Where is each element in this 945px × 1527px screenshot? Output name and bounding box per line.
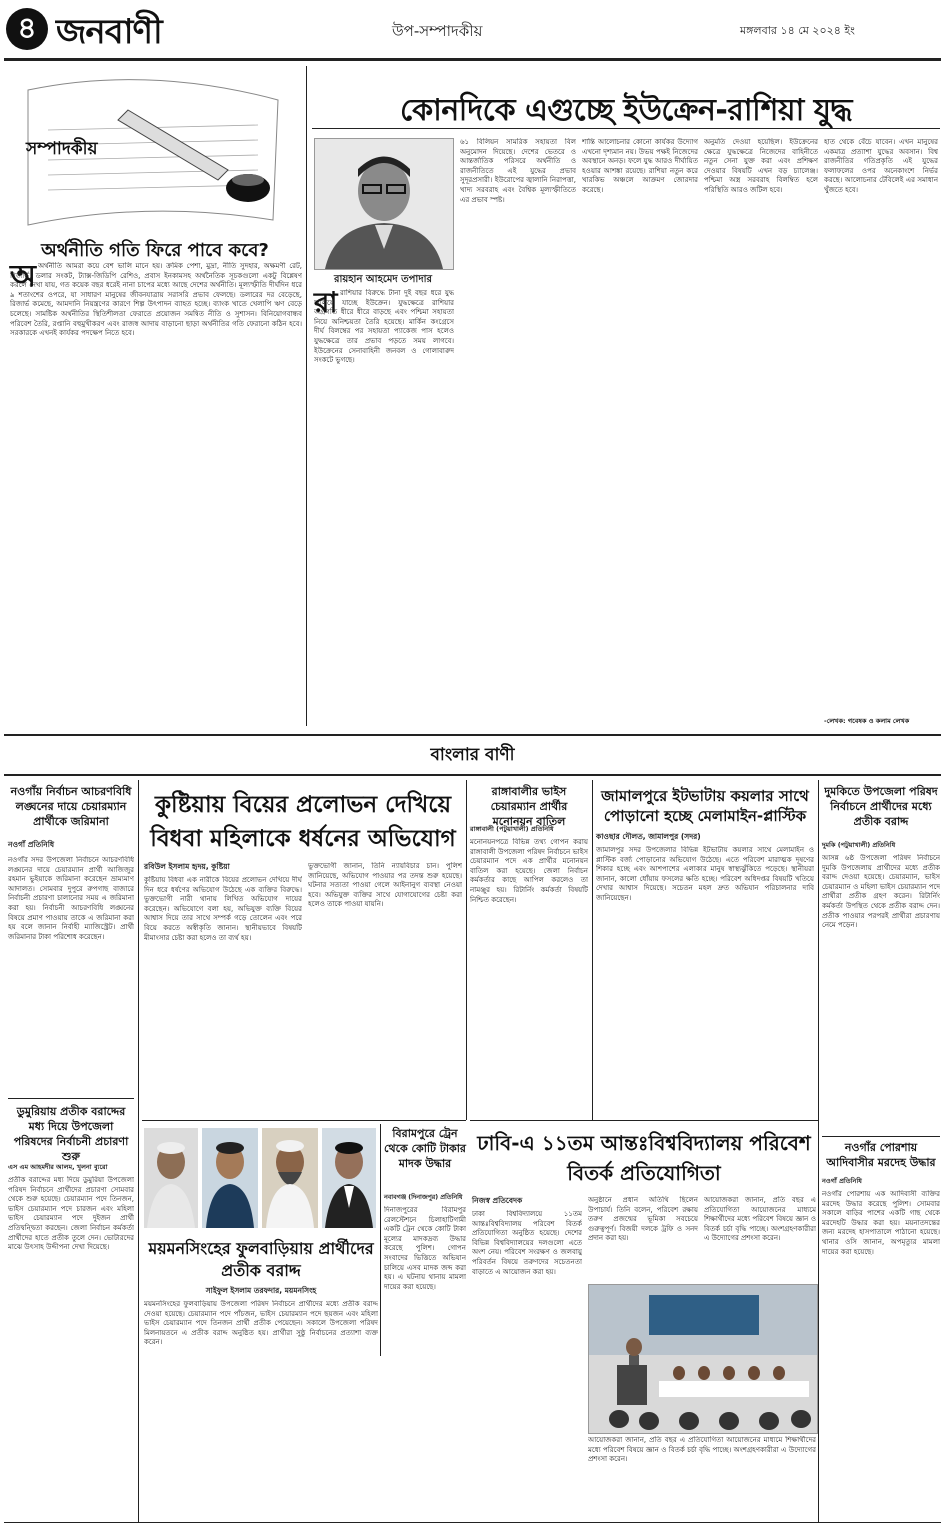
porsha-byline: নওগাঁ প্রতিনিধি: [822, 1177, 862, 1185]
dhabi-byline: নিজস্ব প্রতিবেদক: [472, 1196, 523, 1205]
naogaon-rule: [8, 1098, 134, 1099]
jamalpur-byline: কাওছার দৌলত, জামালপুর (সদর): [596, 832, 701, 841]
porsha-headline: নওগাঁর পোরশায় আদিবাসীর মরদেহ উদ্ধার: [826, 1141, 936, 1169]
dumki-rule: [822, 1136, 940, 1137]
page-number: ৪: [6, 8, 48, 50]
editorial-headline: অর্থনীতি গতি ফিরে পাবে কবে?: [41, 240, 269, 261]
banglar-bani-title: বাংলার বাণী: [430, 745, 515, 765]
col-divider-1: [138, 780, 139, 1522]
editorial-body: অর্থনীতি আমরা কয়ে বেশ ভালি মানে হয়। ক্রমিক পেশা, মুদ্রা, নীতি সুদহার, অক্ষমণী রেট, রিজার্ভ, ডলার সংকট, ট্যাক্স-জিডিপি রেশিও, প্রবাস ইনকামসহ অর্থনৈতিক সূচকগুলো একটু বিশ্লেষণ করলে দেখা যায়, গত কয়েক বছর ধরেই নানা চাপের মধ্যে আছে দেশের অর্থনীতি। মূল্যস্ফীতি দীর্ঘদিন ধরে ৯ শতাংশের ওপরে, যা সাধারণ মানুষের জীবনযাত্রায় সরাসরি প্রভাব ফেলছে। ডলারের দর বেড়েছে, রিজার্ভ কমেছে, আমদানি নিয়ন্ত্রণের কারণে শিল্প উৎপাদন ব্যাহত হচ্ছে। ব্যাংক খাতে খেলাপি ঋণ বেড়ে চলেছে। সামষ্টিক অর্থনীতির স্থিতিশীলতা ফেরাতে প্রয়োজন সমন্বিত নীতি ও সুশাসন। বিনিয়োগবান্ধব পরিবেশ তৈরি, রপ্তানি বহুমুখীকরণ এবং রাজস্ব আদায় বাড়ানো ছাড়া অর্থনীতির গতি ফেরানো কঠিন হবে। সরকারকে এখনই কার্যকর পদক্ষেপ নিতে হবে।: [10, 262, 302, 338]
masthead-rule: [4, 58, 941, 61]
dhabi-body-1: ঢাকা বিশ্ববিদ্যালয়ে ১১তম আন্তঃবিশ্ববিদ্যালয় পরিবেশ বিতর্ক প্রতিযোগিতা অনুষ্ঠিত হয়েছে। দেশের বিভিন্ন বিশ্ববিদ্যালয়ের দলগুলো এতে অংশ নেয়। পরিবেশ সংরক্ষণ ও জলবায়ু পরিবর্তন বিষয়ে তরুণদের সচেতনতা বাড়াতে এ আয়োজন করা হয়।: [472, 1210, 582, 1276]
editorial-badge: সম্পাদকীয়: [26, 139, 98, 159]
column-body-5: হাত থেকে বেঁচে যাবেন। এখন মানুষের একমাত্র প্রত্যাশা যুদ্ধের অবসান। বিশ্ব রাজনীতির গতিপ্রকৃতি এই যুদ্ধের ফলাফলের ওপর অনেকাংশে নির্ভর করছে। আলোচনার টেবিলেই এর সমাধান খুঁজতে হবে।: [824, 138, 938, 194]
mymensingh-headline: ময়মনসিংহের ফুলবাড়িয়ায় প্রার্থীদের প্রতীক বরাদ্দ: [148, 1239, 374, 1280]
kushtia-body-2: ভুক্তভোগী জানান, তিনি ন্যায়বিচার চান। পুলিশ জানিয়েছে, অভিযোগ পাওয়ার পর তদন্ত শুরু হয়েছে। ঘটনার সত্যতা পাওয়া গেলে আইনানুগ ব্যবস্থা নেওয়া হবে। অভিযুক্ত ব্যক্তির সাথে যোগাযোগের চেষ্টা করা হলেও তাকে পাওয়া যায়নি।: [308, 862, 462, 909]
dumki-byline: দুমকি (পটুয়াখালী) প্রতিনিধি: [822, 841, 896, 849]
dumki-body: আসন্ন ৬ষ্ঠ উপজেলা পরিষদ নির্বাচনে দুমকি উপজেলায় প্রার্থীদের মধ্যে প্রতীক বরাদ্দ দেওয়া হয়েছে। চেয়ারম্যান, ভাইস চেয়ারম্যান ও মহিলা ভাইস চেয়ারম্যান পদে প্রার্থীরা প্রতীক গ্রহণ করেন। রিটার্নিং কর্মকর্তা উপস্থিত থেকে প্রতীক বরাদ্দ দেন। প্রতীক পাওয়ার পরপরই প্রার্থীরা প্রচারণায় নেমে পড়েন।: [822, 854, 940, 930]
author-photo: [314, 138, 454, 270]
mymensingh-body: ময়মনসিংহের ফুলবাড়িয়ায় উপজেলা পরিষদ নির্বাচনে প্রার্থীদের মধ্যে প্রতীক বরাদ্দ দেওয়া হয়েছে। চেয়ারম্যান পদে পাঁচজন, ভাইস চেয়ারম্যান পদে ছয়জন এবং মহিলা ভাইস চেয়ারম্যান পদে তিনজন প্রার্থী প্রতীক পেয়েছেন। সকালে উপজেলা পরিষদ মিলনায়তনে এ প্রতীক বরাদ্দ অনুষ্ঠিত হয়। প্রার্থীরা সুষ্ঠু নির্বাচনের প্রত্যাশা ব্যক্ত করেন।: [144, 1300, 378, 1347]
kushtia-byline: রবিউল ইসলাম হৃদয়, কুষ্টিয়া: [144, 862, 230, 871]
headline-rule: [312, 128, 940, 129]
dhabi-body-3: আয়োজকরা জানান, প্রতি বছর এ প্রতিযোগিতা আয়োজনের মাধ্যমে শিক্ষার্থীদের মধ্যে পরিবেশ বিষয়ে জ্ঞান ও বিতর্ক চর্চা বৃদ্ধি পাচ্ছে। অংশগ্রহণকারীরা এ উদ্যোগের প্রশংসা করেন।: [704, 1196, 816, 1243]
durgapur-byline: এস এম আহমদীর আলম, খুলনা ব্যুরো: [8, 1163, 108, 1171]
column-body-2: ৬১ বিলিয়ন সামরিক সহায়তা বিল অনুমোদন দিয়েছে। দেশের ভেতরে ও আন্তর্জাতিক পরিসরে অর্থনীতি ও রাজনীতিতে এই যুদ্ধের প্রভাব সুদূরপ্রসারী। ইউরোপের জ্বালানি নিরাপত্তা, খাদ্য সরবরাহ এবং বৈশ্বিক মূল্যস্ফীতিতে এর প্রভাব স্পষ্ট।: [460, 138, 576, 204]
dumki-headline: দুমকিতে উপজেলা পরিষদ নির্বাচনে প্রার্থীদের মধ্যে প্রতীক বরাদ্দ: [824, 785, 938, 828]
dhabi-rule: [470, 1120, 818, 1121]
naogaon-body: নওগাঁর সদর উপজেলা নির্বাচনে আচরণবিধি লঙ্ঘনের দায়ে চেয়ারম্যান প্রার্থী আজিজুর রহমান ভুইয়াকে জরিমানা করেছেন ভ্রাম্যমাণ আদালত। সোমবার দুপুরে রুপগাছ বাজারে নির্বাচনী প্রচারণা চালানোর সময় এ জরিমানা করা হয়। নির্বাচনী আচরণবিধি লঙ্ঘনের বিষয়ে প্রমাণ পাওয়ায় তাকে এ জরিমানা করা হয় বলে জানান নির্বাহী ম্যাজিস্ট্রেট। প্রার্থী জরিমানার টাকা পরিশোধ করেছেন।: [8, 856, 134, 941]
newspaper-logo: জনবাণী: [56, 12, 162, 52]
dhabi-headline: ঢাবি-এ ১১তম আন্তঃবিশ্ববিদ্যালয় পরিবেশ বিতর্ক প্রতিযোগিতা: [477, 1131, 811, 1185]
rangabali-headline: রাঙ্গাবালীর ভাইস চেয়ারম্যান প্রার্থীর মনোনয়ন বাতিল: [490, 785, 568, 828]
durgapur-headline: ডুমুরিয়ায় প্রতীক বরাদ্দের মধ্য দিয়ে উপজেলা পরিষদের নির্বাচনী প্রচারণা শুরু: [13, 1105, 129, 1163]
col-divider-4: [592, 780, 593, 1120]
author-name: রায়হান আহমেদ তপাদার: [334, 274, 432, 285]
rangabali-body: মনোনয়নপত্রে বিভিন্ন তথ্য গোপন করায় রাঙ্গাবালী উপজেলা পরিষদ নির্বাচনে ভাইস চেয়ারম্যান পদে এক প্রার্থীর মনোনয়ন বাতিল করা হয়েছে। জেলা নির্বাচন কর্মকর্তার কাছে আপিল করলেও তা নামঞ্জুর হয়। রিটার্নিং কর্মকর্তা বিষয়টি নিশ্চিত করেছেন।: [470, 838, 588, 904]
jamalpur-headline: জামালপুরে ইটভাটায় কয়লার সাথে পোড়ানো হচ্ছে মেলামাইন-প্লাস্টিক: [601, 787, 809, 825]
candidate-photos: [144, 1128, 376, 1228]
column-body-3: শান্তি আলোচনার কোনো কার্যকর উদ্যোগ এখনো দৃশ্যমান নয়। উভয় পক্ষই নিজেদের অবস্থানে অনড়। ফলে যুদ্ধ আরও দীর্ঘায়িত হওয়ার আশঙ্কা রয়েছে। রাশিয়া নতুন করে খারকিভ অঞ্চলে আক্রমণ জোরদার করেছে।: [582, 138, 698, 194]
column-divider: [306, 66, 307, 726]
kushtia-rule: [142, 1120, 466, 1121]
column-body-4: অনুমতি দেওয়া হয়েছিল। ইউক্রেনের ক্ষেত্রে যুদ্ধক্ষেত্রে নিজেদের বাহিনীতে নতুন সেনা যুক্ত করা এবং প্রশিক্ষণ দেওয়ার বিষয়টি এখন বড় চ্যালেঞ্জ। পশ্চিমা অস্ত্র সরবরাহ বিলম্বিত হলে পরিস্থিতি আরও জটিল হবে।: [704, 138, 818, 194]
col-divider-5: [818, 780, 819, 1522]
editorial-illustration: [8, 70, 298, 235]
col-divider-2: [466, 780, 467, 1120]
issue-date: মঙ্গলবার ১৪ মে ২০২৪ ইং: [740, 24, 855, 37]
col-divider-3: [380, 1124, 381, 1356]
dhabi-body-4: আয়োজকরা জানান, প্রতি বছর এ প্রতিযোগিতা আয়োজনের মাধ্যমে শিক্ষার্থীদের মধ্যে পরিবেশ বিষয়ে জ্ঞান ও বিতর্ক চর্চা বৃদ্ধি পাচ্ছে। অংশগ্রহণকারীরা এ উদ্যোগের প্রশংসা করেন।: [588, 1436, 816, 1464]
column-body-1: রাশিয়ার বিরুদ্ধে টানা দুই বছর ধরে যুদ্ধ চালিয়ে যাচ্ছে ইউক্রেন। যুদ্ধক্ষেত্রে রাশিয়ার অগ্রগতি ধীরে ধীরে বাড়ছে এবং পশ্চিমা সহায়তা নিয়ে অনিশ্চয়তা তৈরি হয়েছে। মার্কিন কংগ্রেসে দীর্ঘ বিলম্বের পর সহায়তা প্যাকেজ পাস হলেও যুদ্ধক্ষেত্রে তার প্রভাব পড়তে সময় লাগবে। ইউক্রেনের সেনাবাহিনী জনবল ও গোলাবারুদ সংকটে ভুগছে।: [314, 289, 454, 365]
column-dropcap: রা: [314, 286, 338, 319]
kushtia-headline: কুষ্টিয়ায় বিয়ের প্রলোভন দেখিয়ে বিধবা মহিলাকে ধর্ষনের অভিযোগ: [150, 792, 456, 852]
naogaon-headline: নওগাঁয় নির্বাচন আচরণবিধি লঙ্ঘনের দায়ে চেয়ারম্যান প্রার্থীকে জরিমানা: [10, 785, 132, 828]
porsha-body: নওগাঁর পোরশায় এক আদিবাসী ব্যক্তির মরদেহ উদ্ধার করেছে পুলিশ। সোমবার সকালে বাড়ির পাশের একটি গাছ থেকে মরদেহটি উদ্ধার করা হয়। ময়নাতদন্তের জন্য মরদেহ হাসপাতালে পাঠানো হয়েছে। থানার ওসি জানান, অপমৃত্যুর মামলা দায়ের করা হয়েছে।: [822, 1190, 940, 1256]
birampur-headline: বিরামপুরে ট্রেন থেকে কোটি টাকার মাদক উদ্ধার: [384, 1127, 466, 1170]
section-rule-top: [4, 734, 941, 736]
durgapur-body: প্রতীক বরাদ্দের মধ্য দিয়ে ডুমুরিয়া উপজেলা পরিষদ নির্বাচনে প্রার্থীদের প্রচারণা সোমবার থেকে শুরু হয়েছে। চেয়ারম্যান পদে তিনজন, ভাইস চেয়ারম্যান পদে চারজন এবং মহিলা ভাইস চেয়ারম্যান পদে দুইজন প্রার্থী প্রতিদ্বন্দ্বিতা করছেন। জেলা নির্বাচন কর্মকর্তা প্রার্থীদের হাতে প্রতীক তুলে দেন। ভোটারদের মাঝে উৎসাহ উদ্দীপনা দেখা দিয়েছে।: [8, 1176, 134, 1252]
birampur-body: দিনাজপুরের বিরামপুর রেলস্টেশনে চিলাহাটিগামী একটি ট্রেন থেকে কোটি টাকা মূল্যের মাদকদ্রব্য উদ্ধার করেছে পুলিশ। গোপন সংবাদের ভিত্তিতে অভিযান চালিয়ে এসব মাদক জব্দ করা হয়। এ ঘটনায় থানায় মামলা দায়ের করা হয়েছে।: [384, 1206, 466, 1291]
naogaon-byline: নওগাঁ প্রতিনিধি: [8, 840, 55, 849]
jamalpur-body: জামালপুর সদর উপজেলার বিভিন্ন ইটভাটায় কয়লার সাথে মেলামাইন ও প্লাস্টিক বর্জ্য পোড়ানোর অভিযোগ উঠেছে। এতে পরিবেশ মারাত্মক দূষণের শিকার হচ্ছে এবং আশপাশের এলাকার মানুষ স্বাস্থ্যঝুঁকিতে পড়েছে। স্থানীয়রা জানান, কালো ধোঁয়ায় ফসলের ক্ষতি হচ্ছে। পরিবেশ অধিদপ্তর বিষয়টি খতিয়ে দেখার আশ্বাস দিয়েছে। সচেতন মহল দ্রুত অভিযান পরিচালনার দাবি জানিয়েছেন।: [596, 846, 814, 902]
section-rule-bottom: [4, 774, 941, 776]
column-headline: কোনদিকে এগুচ্ছে ইউক্রেন-রাশিয়া যুদ্ধ: [399, 93, 853, 128]
rangabali-byline: রাঙ্গাবালী (পটুয়াখালী) প্রতিনিধি: [470, 825, 554, 833]
column-credit: -লেখক: গবেষক ও কলাম লেখক: [824, 717, 910, 725]
event-photo: [588, 1284, 818, 1434]
editorial-dropcap: অ: [10, 259, 36, 294]
dhabi-body-2: অনুষ্ঠানে প্রধান অতিথি ছিলেন উপাচার্য। তিনি বলেন, পরিবেশ রক্ষায় তরুণ প্রজন্মের ভূমিকা সবচেয়ে গুরুত্বপূর্ণ। বিজয়ী দলকে ট্রফি ও সনদ প্রদান করা হয়।: [588, 1196, 698, 1243]
mymensingh-byline: সাইফুল ইসলাম তরফদার, ময়মনসিংহ: [205, 1286, 317, 1295]
masthead: [0, 0, 945, 60]
section-title: উপ-সম্পাদকীয়: [392, 22, 483, 40]
bottom-rule: [4, 1522, 941, 1523]
kushtia-body-1: কুষ্টিয়ায় বিধবা এক নারীকে বিয়ের প্রলোভন দেখিয়ে দীর্ঘ দিন ধরে ধর্ষণের অভিযোগ উঠেছে এক ব্যক্তির বিরুদ্ধে। ভুক্তভোগী নারী থানায় লিখিত অভিযোগ দায়ের করেছেন। অভিযোগে বলা হয়, অভিযুক্ত ব্যক্তি বিয়ের আশ্বাস দিয়ে তার সাথে সম্পর্ক গড়ে তোলেন এবং পরে বিয়ে করতে অস্বীকৃতি জানান। স্থানীয়ভাবে বিষয়টি মীমাংসার চেষ্টা করা হলেও তা ব্যর্থ হয়।: [144, 876, 302, 942]
birampur-byline: নবাবগঞ্জ (দিনাজপুর) প্রতিনিধি: [384, 1194, 463, 1201]
